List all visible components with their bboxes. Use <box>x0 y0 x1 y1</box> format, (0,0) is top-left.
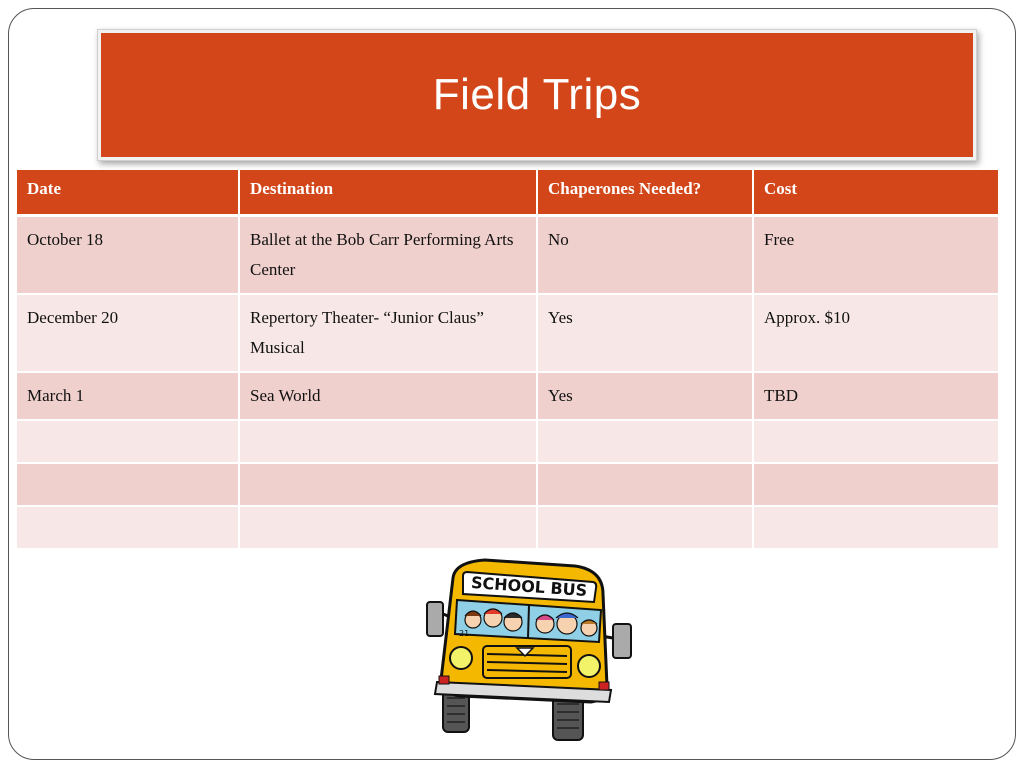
headlight-left-icon <box>450 647 472 669</box>
cell-destination: Sea World <box>239 372 537 420</box>
cell-date <box>17 463 239 506</box>
bus-mirror-right <box>613 624 631 658</box>
cell-cost <box>753 506 999 549</box>
header-cost: Cost <box>753 170 999 216</box>
slide-title: Field Trips <box>432 70 642 119</box>
table-row <box>17 294 999 372</box>
school-bus-illustration <box>425 558 637 744</box>
cell-cost: TBD <box>753 372 999 420</box>
cell-date <box>17 506 239 549</box>
table-row <box>17 420 999 463</box>
table-row <box>17 216 999 295</box>
cell-cost: Free <box>753 216 999 295</box>
cell-destination <box>239 463 537 506</box>
cell-chaperones: No <box>537 216 753 295</box>
cell-cost: Approx. $10 <box>753 294 999 372</box>
cell-destination: Ballet at the Bob Carr Performing Arts Center <box>239 216 537 295</box>
header-date: Date <box>17 170 239 216</box>
cell-chaperones: Yes <box>537 294 753 372</box>
bus-sign-text: SCHOOL BUS <box>470 572 588 601</box>
cell-chaperones <box>537 463 753 506</box>
table-row <box>17 506 999 549</box>
table-row <box>17 372 999 420</box>
cell-chaperones <box>537 506 753 549</box>
cell-cost <box>753 420 999 463</box>
field-trips-table <box>17 170 1000 550</box>
cell-date: October 18 <box>17 216 239 295</box>
header-destination: Destination <box>239 170 537 216</box>
cell-chaperones <box>537 420 753 463</box>
bus-number: 21 <box>459 629 470 638</box>
cell-date <box>17 420 239 463</box>
headlight-right-icon <box>578 655 600 677</box>
title-banner <box>101 33 973 157</box>
cell-cost <box>753 463 999 506</box>
cell-date: December 20 <box>17 294 239 372</box>
cell-destination <box>239 420 537 463</box>
header-chaperones: Chaperones Needed? <box>537 170 753 216</box>
table-row <box>17 463 999 506</box>
cell-date: March 1 <box>17 372 239 420</box>
cell-destination: Repertory Theater- “Junior Claus” Musical <box>239 294 537 372</box>
table-header-row <box>17 170 999 216</box>
bus-mirror-left <box>427 602 443 636</box>
cell-chaperones: Yes <box>537 372 753 420</box>
cell-destination <box>239 506 537 549</box>
